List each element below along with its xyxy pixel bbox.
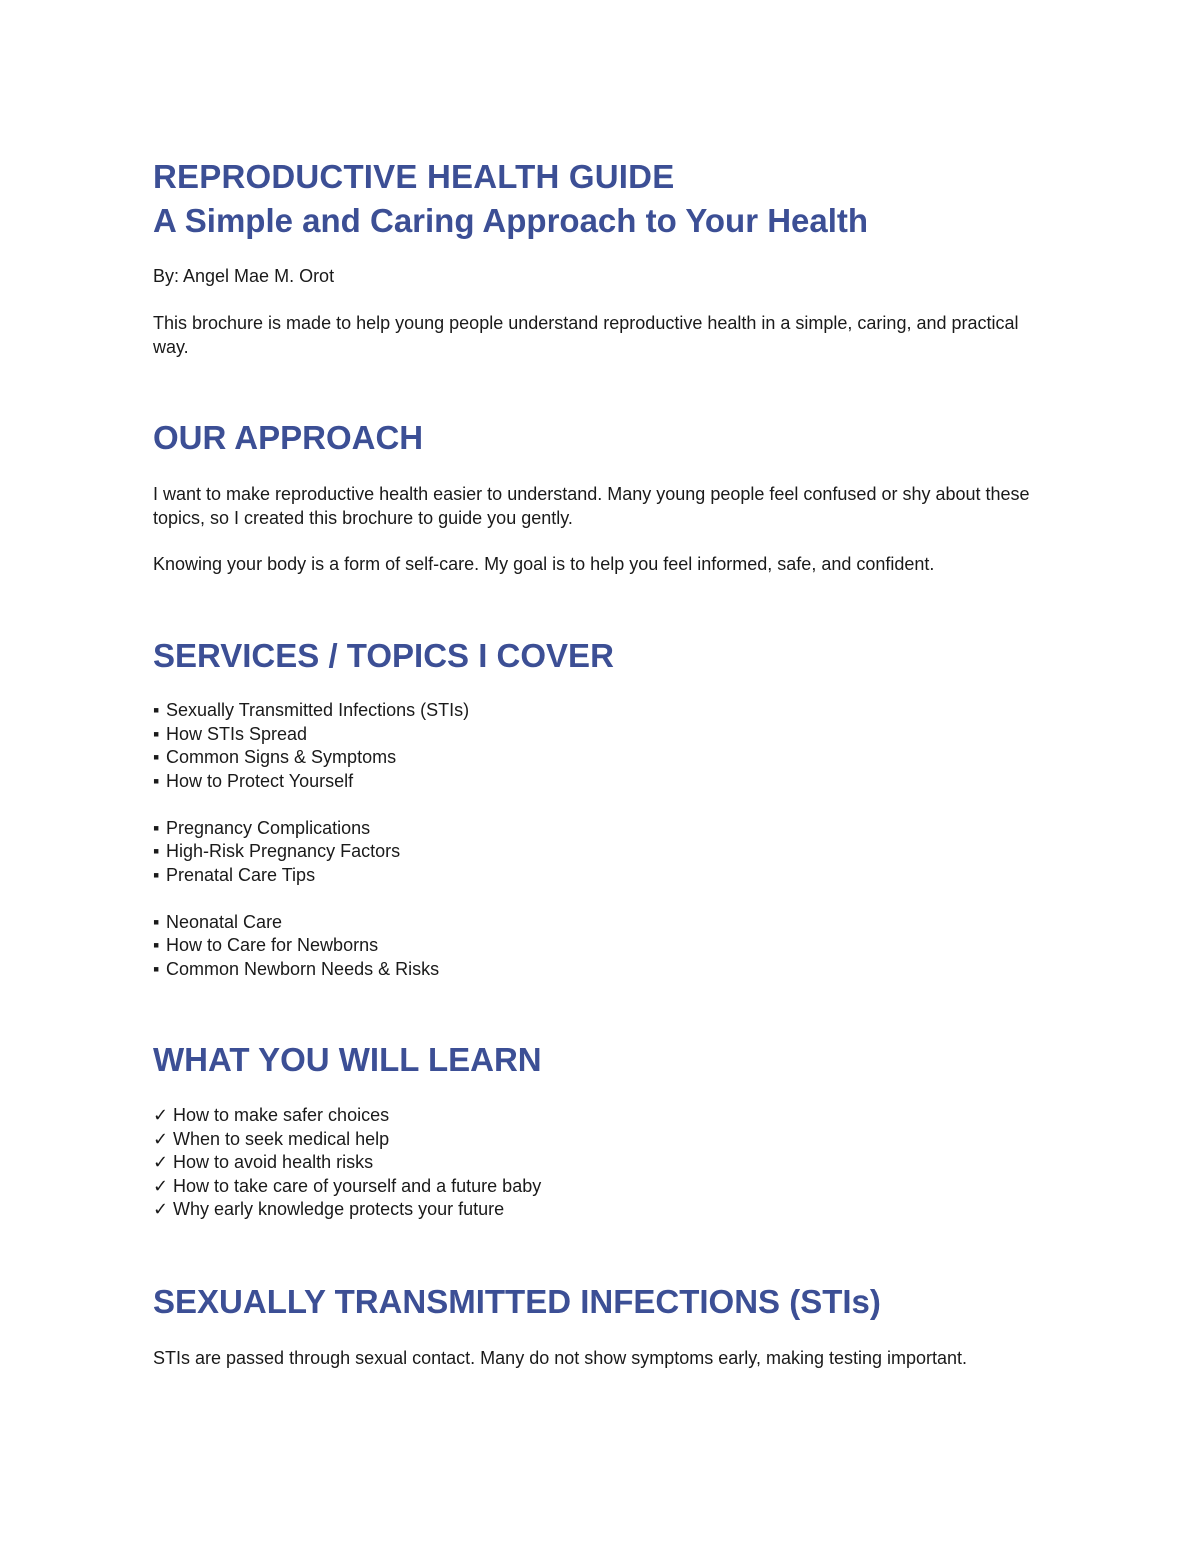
bullet-icon: ▪ [153, 958, 160, 979]
checkmark-icon: ✓ [153, 1152, 169, 1172]
learn-heading: WHAT YOU WILL LEARN [153, 1041, 542, 1078]
learn-list [153, 1104, 541, 1222]
list-item: ▪ Common Signs & Symptoms [153, 746, 469, 770]
services-heading: SERVICES / TOPICS I COVER [153, 637, 614, 674]
approach-paragraph-1: I want to make reproductive health easier to understand. Many young people feel confused or shy about these topics, so I created this brochure to guide you gently. [153, 484, 1030, 528]
list-item: ▪ Common Newborn Needs & Risks [153, 958, 469, 982]
bullet-icon: ▪ [153, 700, 160, 720]
bullet-icon: ▪ [153, 747, 160, 767]
stis-heading: SEXUALLY TRANSMITTED INFECTIONS (STIs) [153, 1283, 881, 1320]
list-item: ▪ Sexually Transmitted Infections (STIs) [153, 699, 469, 723]
list-item: ▪ How to Protect Yourself [153, 770, 469, 794]
document-subtitle: A Simple and Caring Approach to Your Health [153, 202, 869, 239]
bullet-icon: ▪ [153, 723, 160, 744]
list-spacer [153, 887, 469, 911]
approach-paragraph-2: Knowing your body is a form of self-care. My goal is to help you feel informed, safe, and confident. [153, 554, 935, 574]
bullet-icon: ▪ [153, 935, 160, 955]
list-item: ✓ How to take care of yourself and a future baby [153, 1175, 541, 1199]
services-list [153, 699, 469, 981]
list-item: ▪ How to Care for Newborns [153, 934, 469, 958]
list-item: ▪ Pregnancy Complications [153, 817, 469, 841]
checkmark-icon: ✓ [153, 1105, 169, 1125]
document-title: REPRODUCTIVE HEALTH GUIDE [153, 158, 675, 195]
list-item: ✓ Why early knowledge protects your future [153, 1198, 541, 1222]
list-item: ✓ How to make safer choices [153, 1104, 541, 1128]
approach-heading: OUR APPROACH [153, 419, 424, 456]
list-item: ▪ How STIs Spread [153, 723, 469, 747]
stis-paragraph: STIs are passed through sexual contact. Many do not show symptoms early, making testing important. [153, 1348, 968, 1368]
author-line: By: Angel Mae M. Orot [153, 266, 335, 286]
bullet-icon: ▪ [153, 841, 160, 861]
list-item: ✓ How to avoid health risks [153, 1151, 541, 1175]
list-item: ▪ High-Risk Pregnancy Factors [153, 840, 469, 864]
bullet-icon: ▪ [153, 770, 160, 791]
checkmark-icon: ✓ [153, 1199, 169, 1219]
list-item: ▪ Neonatal Care [153, 911, 469, 935]
list-item: ✓ When to seek medical help [153, 1128, 541, 1152]
bullet-icon: ▪ [153, 864, 160, 885]
list-spacer [153, 793, 469, 817]
bullet-icon: ▪ [153, 817, 160, 838]
checkmark-icon: ✓ [153, 1128, 169, 1149]
intro-paragraph: This brochure is made to help young people understand reproductive health in a simple, caring, and practical way. [153, 313, 1019, 357]
checkmark-icon: ✓ [153, 1175, 169, 1196]
bullet-icon: ▪ [153, 911, 160, 932]
list-item: ▪ Prenatal Care Tips [153, 864, 469, 888]
